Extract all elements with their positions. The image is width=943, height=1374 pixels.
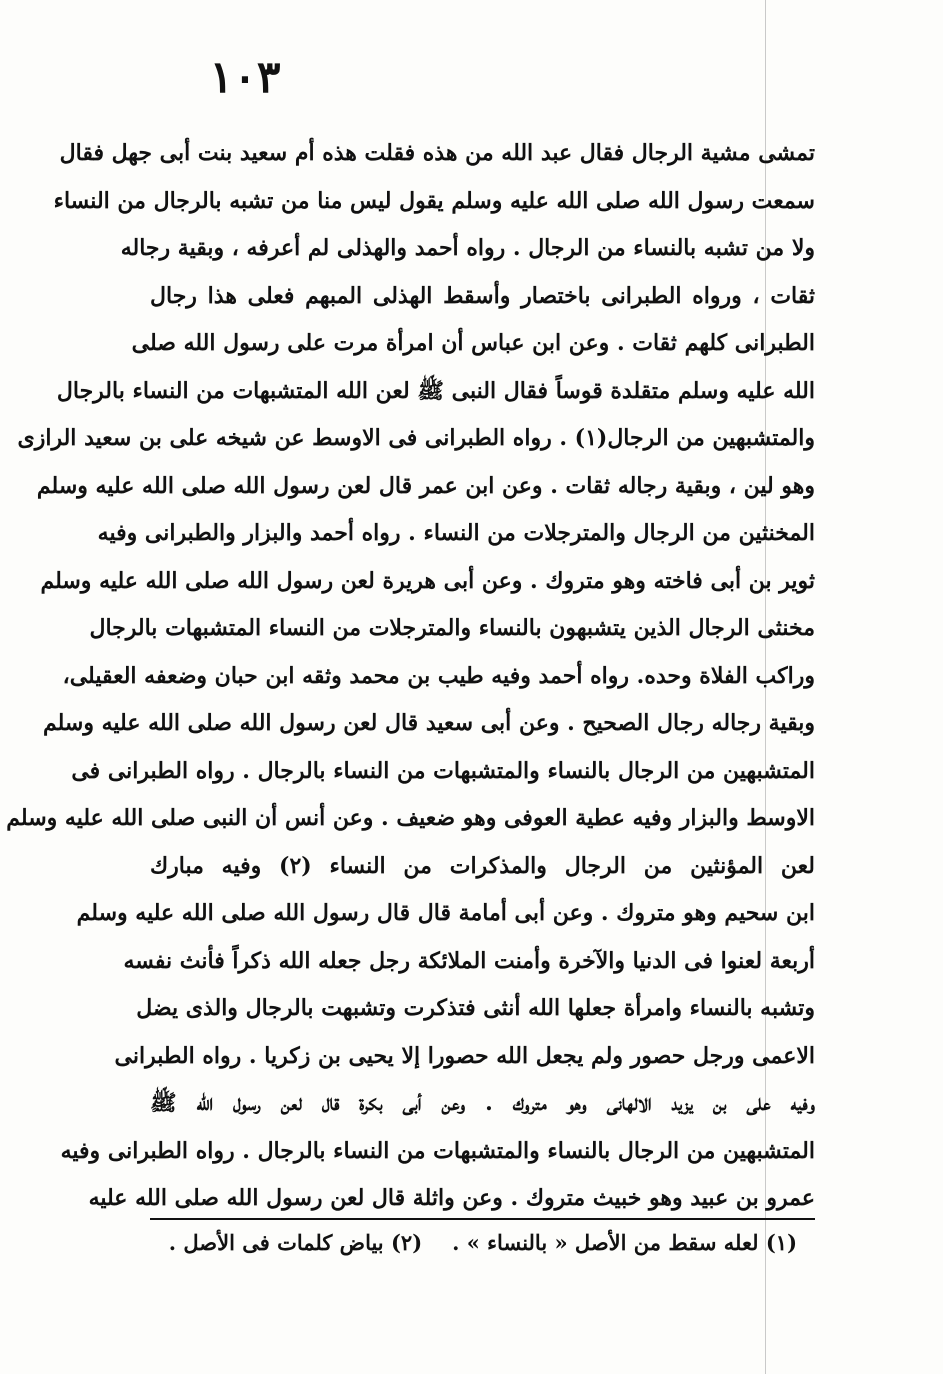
text-line: والمتشبهين من الرجال(١) . رواه الطبرانى فى الاوسط عن شيخه على بن سعيد الرازى — [17, 425, 815, 451]
footnote-separator — [150, 1218, 815, 1220]
text-line: المخنثين من الرجال والمترجلات من النساء . رواه أحمد والبزار والطبرانى وفيه — [97, 520, 815, 546]
text-line: المتشبهين من الرجال بالنساء والمتشبهات من النساء بالرجال . رواه الطبرانى فى — [71, 757, 815, 784]
text-line: سمعت رسول الله صلى الله عليه وسلم يقول ليس منا من تشبه بالرجال من النساء — [53, 187, 815, 214]
text-line: ولا من تشبه بالنساء من الرجال . رواه أحمد والهذلى لم أعرفه ، وبقية رجاله — [120, 235, 815, 261]
text-line: وبقية رجاله رجال الصحيح . وعن أبى سعيد قال لعن رسول الله صلى الله عليه وسلم — [42, 710, 815, 736]
text-line: الطبرانى كلهم ثقات . وعن ابن عباس أن امرأة مرت على رسول الله صلى — [131, 330, 815, 356]
main-text — [6, 130, 815, 1223]
text-line: وهو لين ، وبقية رجاله ثقات . وعن ابن عمر قال لعن رسول الله صلى الله عليه وسلم — [36, 472, 815, 499]
text-line: وتشبه بالنساء وامرأة جعلها الله أنثى فتذكرت وتشبهت بالرجال والذى يضل — [136, 995, 815, 1021]
text-line: ثوير بن أبى فاخته وهو متروك . وعن أبى هريرة لعن رسول الله صلى الله عليه وسلم — [40, 567, 815, 594]
text-line: المتشبهين من الرجال بالنساء والمتشبهات من النساء بالرجال . رواه الطبرانى وفيه — [60, 1137, 815, 1164]
text-line: لعن المؤنثين من الرجال والمذكرات من النساء (٢) وفيه مبارك — [150, 852, 815, 879]
text-line: عمرو بن عبيد وهو خبيث متروك . وعن واثلة قال لعن رسول الله صلى الله عليه — [88, 1185, 815, 1211]
text-line: وراكب الفلاة وحده. رواه أحمد وفيه طيب بن محمد وثقه ابن حبان وضعفه العقيلى، — [62, 662, 815, 689]
text-line: مخنثى الرجال الذين يتشبهون بالنساء والمترجلات من النساء المتشبهات بالرجال — [89, 615, 815, 641]
text-line: الاوسط والبزار وفيه عطية العوفى وهو ضعيف . وعن أنس أن النبى صلى الله عليه وسلم — [6, 805, 815, 831]
text-line: وفيه على بن يزيد الالهانى وهو متروك . وعن أبى بكرة قال لعن رسول الله ﷺ — [150, 1090, 815, 1116]
text-line: الاعمى ورجل حصور ولم يجعل الله حصورا إلا يحيى بن زكريا . رواه الطبرانى — [114, 1042, 815, 1069]
text-line: أربعة لعنوا فى الدنيا والآخرة وأمنت الملائكة رجل جعله الله ذكراً فأنث نفسه — [123, 947, 815, 974]
footnote-1: (١) لعله سقط من الأصل « بالنساء » . — [452, 1230, 797, 1255]
page-number: ١٠٣ — [209, 52, 281, 103]
text-line: الله عليه وسلم متقلدة قوساً فقال النبى ﷺ لعن الله المتشبهات من النساء بالرجال — [56, 377, 815, 404]
text-line: ابن سحيم وهو متروك . وعن أبى أمامة قال قال رسول الله صلى الله عليه وسلم — [76, 900, 815, 926]
text-line: ثقات ، ورواه الطبرانى باختصار وأسقط الهذلى المبهم فعلى هذا رجال — [150, 282, 815, 309]
footnotes — [168, 1222, 797, 1264]
footnote-2: (٢) بياض كلمات فى الأصل . — [168, 1230, 423, 1255]
text-line: تمشى مشية الرجال فقال عبد الله من هذه فقلت هذه أم سعيد بنت أبى جهل فقال — [59, 140, 815, 166]
